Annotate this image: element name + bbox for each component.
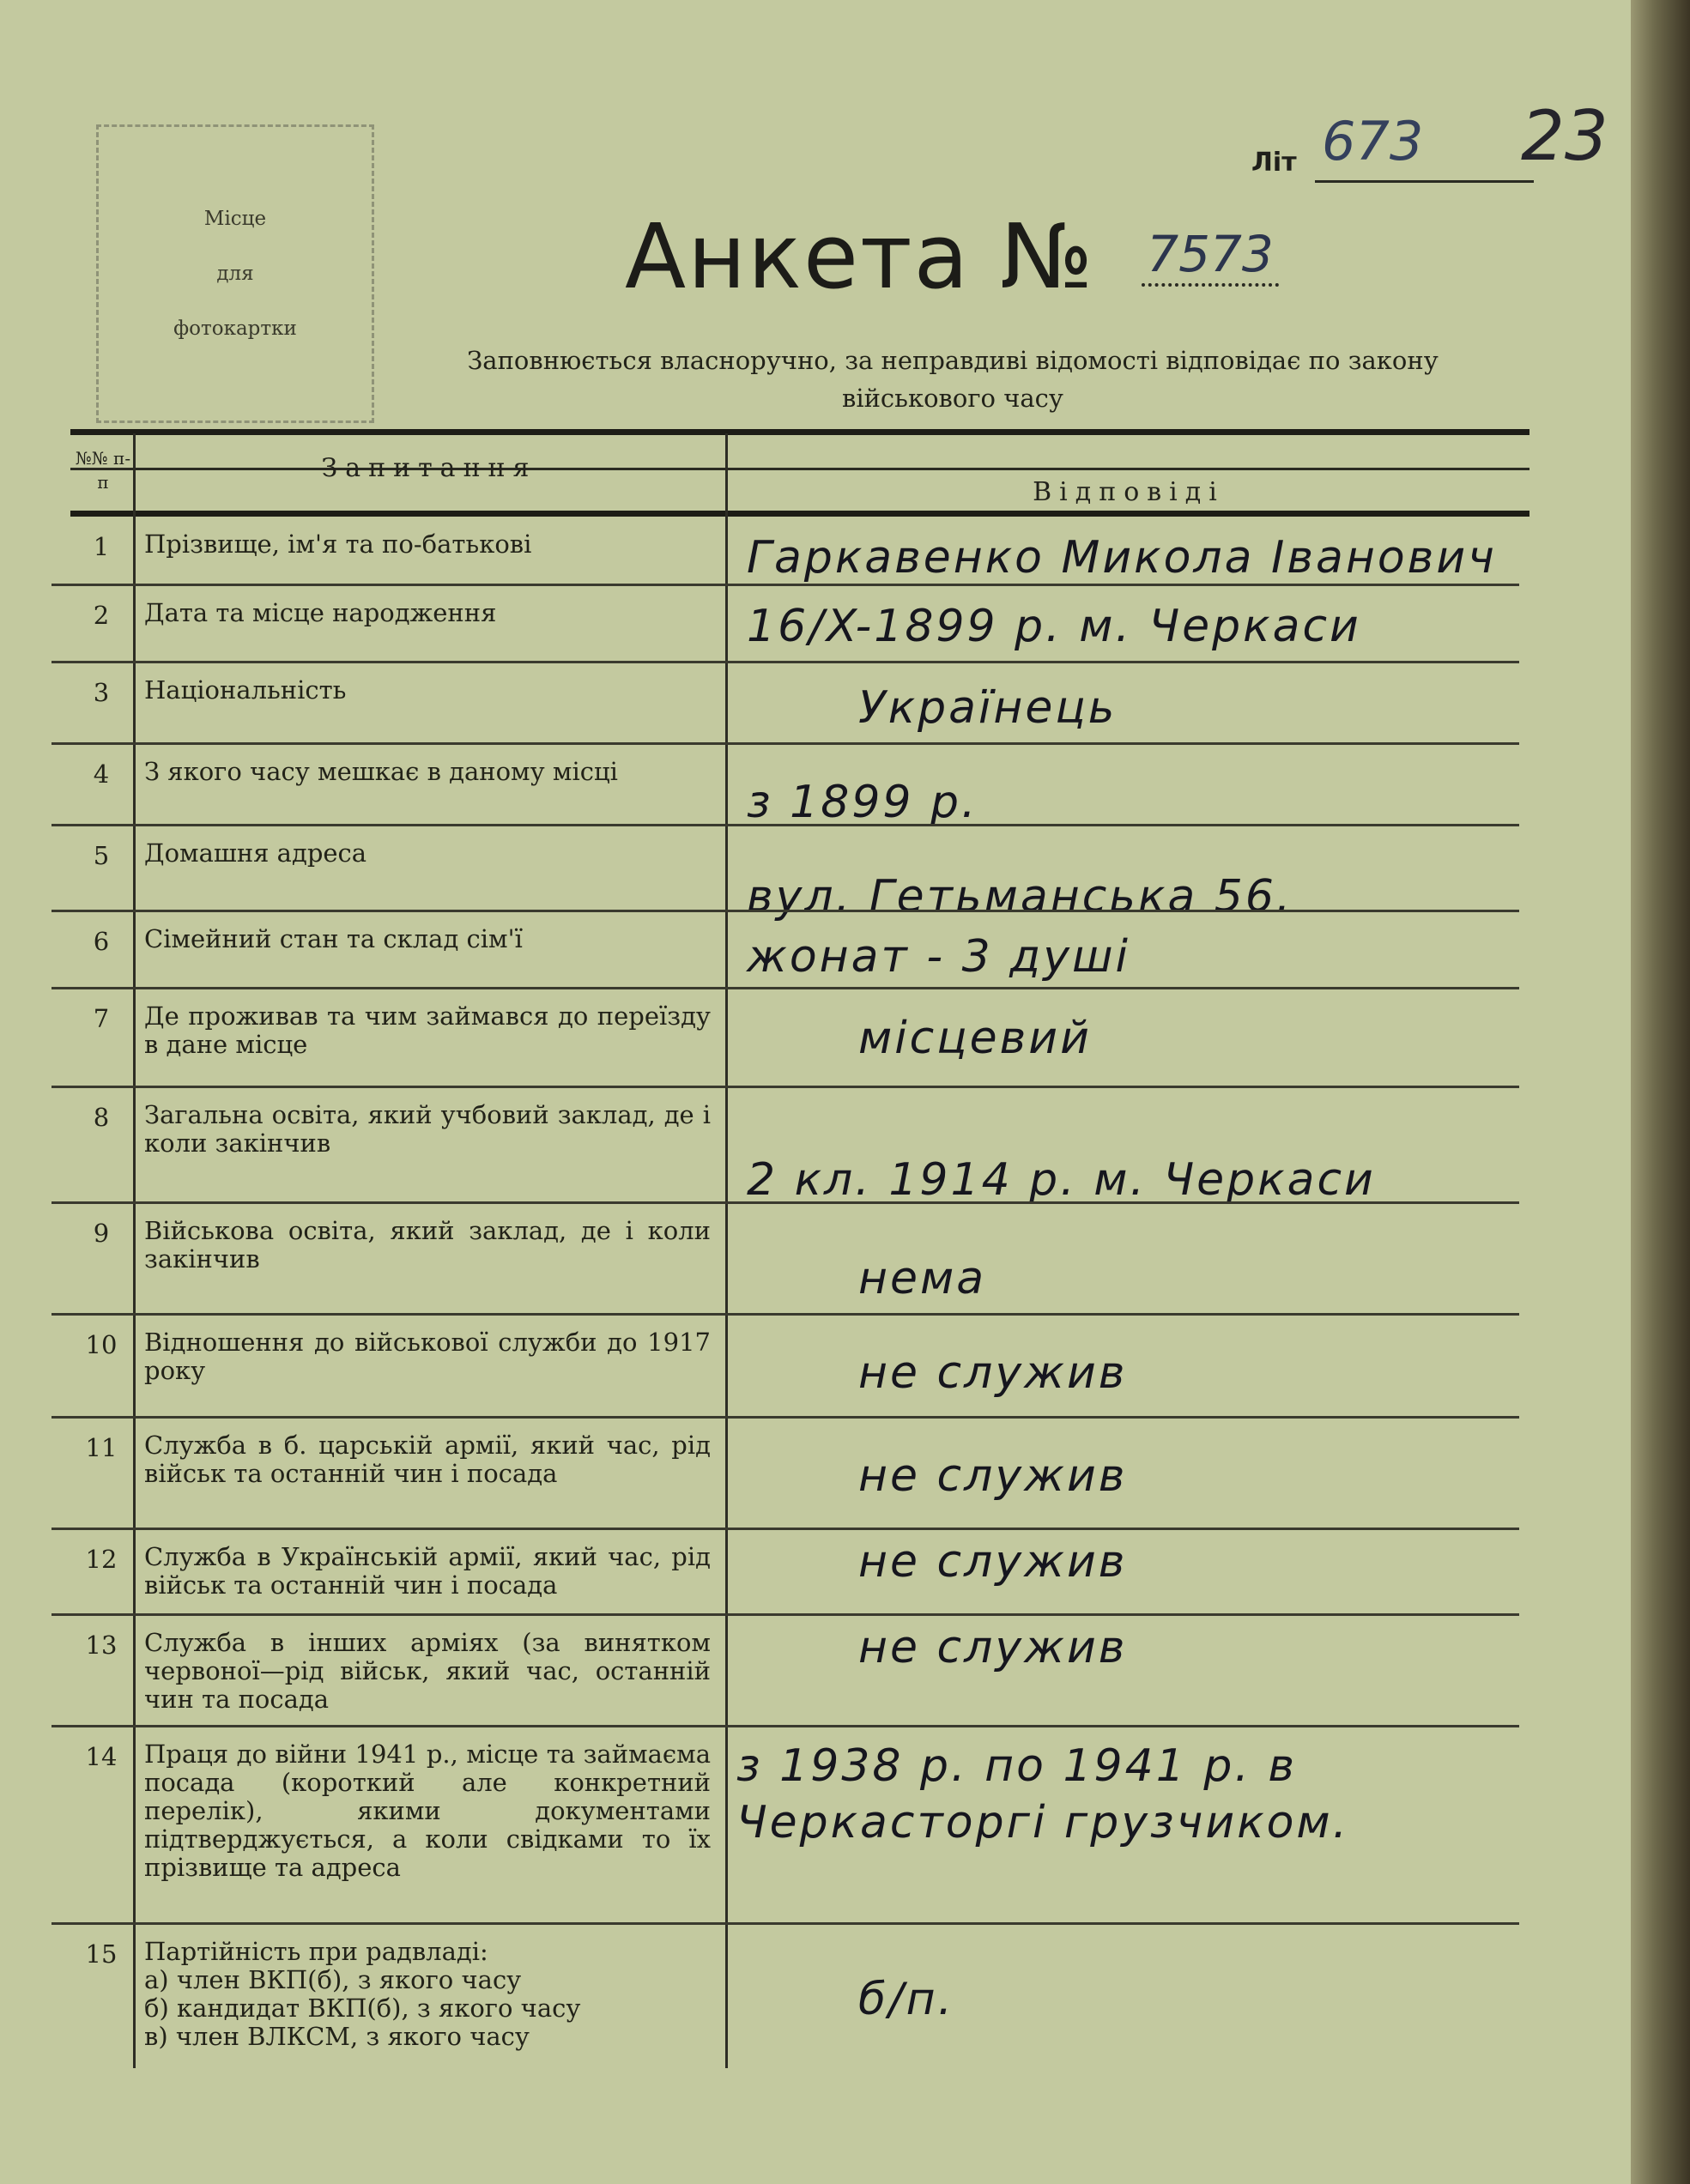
row-answer: 16/X-1899 р. м. Черкаси [747, 601, 1361, 652]
row-number: 2 [93, 601, 110, 630]
row-separator [51, 1086, 1519, 1088]
row-question: Партійність при радвладі: а) член ВКП(б), з якого часу б) кандидат ВКП(б), з якого часу в) член ВЛКСМ, з якого часу [144, 1937, 581, 2051]
row-number: 12 [85, 1545, 118, 1574]
row-separator [51, 1922, 1519, 1925]
row-separator [51, 910, 1519, 912]
row-number: 1 [93, 532, 110, 561]
row-answer: б/п. [858, 1974, 955, 2025]
row-number: 15 [85, 1939, 118, 1969]
table-header-rule-2 [70, 511, 1529, 517]
column-header-answer: Відповіді [1033, 477, 1225, 507]
row-answer: 2 кл. 1914 р. м. Черкаси [747, 1154, 1376, 1206]
row-number: 7 [93, 1004, 110, 1033]
row-question: Дата та місце народження [144, 598, 497, 627]
row-question: Служба в інших арміях (за винятком червоної—рід військ, який час, останній чин та посада [144, 1628, 711, 1714]
form-number: 7573 [1142, 225, 1279, 287]
row-separator [51, 661, 1519, 663]
form-title: Анкета № [625, 204, 1095, 309]
row-number: 14 [85, 1742, 118, 1771]
row-separator [51, 1201, 1519, 1204]
row-separator [51, 1725, 1519, 1727]
row-number: 3 [93, 678, 110, 707]
row-answer: не служив [858, 1536, 1128, 1588]
row-answer: Українець [858, 682, 1118, 734]
row-answer: з 1938 р. по 1941 р. в Черкасторгі грузчиком. [736, 1740, 1350, 1848]
row-separator [51, 1613, 1519, 1616]
row-question: Служба в б. царській армії, який час, рід військ та останній чин і посада [144, 1431, 711, 1488]
column-divider-question [725, 433, 728, 2068]
row-separator [51, 1313, 1519, 1316]
row-number: 11 [85, 1433, 118, 1462]
lit-underline [1315, 180, 1534, 183]
row-answer: не служив [858, 1622, 1128, 1673]
page-number: 23 [1521, 96, 1608, 176]
row-answer: Гаркавенко Микола Іванович [747, 532, 1497, 584]
row-question: Домашня адреса [144, 838, 367, 868]
form-subtitle: Заповнюється власноручно, за неправдиві відомості відповідає по закону військового часу [467, 346, 1439, 413]
row-question: Сімейний стан та склад сім'ї [144, 924, 523, 953]
photo-label-line-2: для [216, 263, 254, 285]
row-separator [51, 987, 1519, 989]
row-separator [51, 742, 1519, 745]
row-question: Прізвище, ім'я та по-батькові [144, 529, 532, 559]
row-number: 4 [93, 759, 110, 789]
row-separator [51, 824, 1519, 826]
row-answer: не служив [858, 1450, 1128, 1502]
row-question: Загальна освіта, який учбовий заклад, де і коли закінчив [144, 1100, 711, 1158]
row-number: 6 [93, 927, 110, 956]
lit-label: Літ [1251, 148, 1297, 178]
row-number: 8 [93, 1103, 110, 1132]
row-question: Служба в Українській армії, який час, рід військ та останній чин і посада [144, 1542, 711, 1600]
row-question: Праця до війни 1941 р., місце та займаєма посада (короткий але конкретний перелік), якими документами підтверджується, а коли свідками то їх прізвище та адреса [144, 1739, 711, 1882]
row-number: 5 [93, 841, 110, 870]
row-question: З якого часу мешкає в даному місці [144, 757, 618, 786]
row-question: Де проживав та чим займався до переїзду в дане місце [144, 1001, 711, 1059]
row-answer: нема [858, 1253, 987, 1304]
row-answer: з 1899 р. [747, 777, 978, 828]
row-number: 9 [93, 1219, 110, 1248]
photo-label-line-3: фотокартки [173, 318, 297, 340]
column-header-question: Запитання [321, 453, 537, 483]
row-answer: місцевий [858, 1013, 1092, 1064]
row-number: 13 [85, 1630, 118, 1660]
row-question: Військова освіта, який заклад, де і коли закінчив [144, 1216, 711, 1273]
photo-placeholder [96, 124, 374, 423]
row-answer: вул. Гетьманська 56. [747, 871, 1293, 923]
photo-label-line-1: Місце [203, 208, 267, 230]
row-number: 10 [85, 1330, 118, 1359]
row-question: Національність [144, 675, 347, 705]
row-question: Відношення до військової служби до 1917 року [144, 1328, 711, 1385]
row-separator [51, 584, 1519, 586]
row-answer: не служив [858, 1347, 1128, 1399]
column-header-number: №№ п-п [75, 448, 131, 493]
page-edge [1631, 0, 1690, 2184]
row-answer: жонат - 3 душі [747, 931, 1131, 983]
row-separator [51, 1528, 1519, 1530]
lit-value: 673 [1322, 110, 1424, 172]
table-top-rule [70, 429, 1529, 435]
row-separator [51, 1416, 1519, 1419]
